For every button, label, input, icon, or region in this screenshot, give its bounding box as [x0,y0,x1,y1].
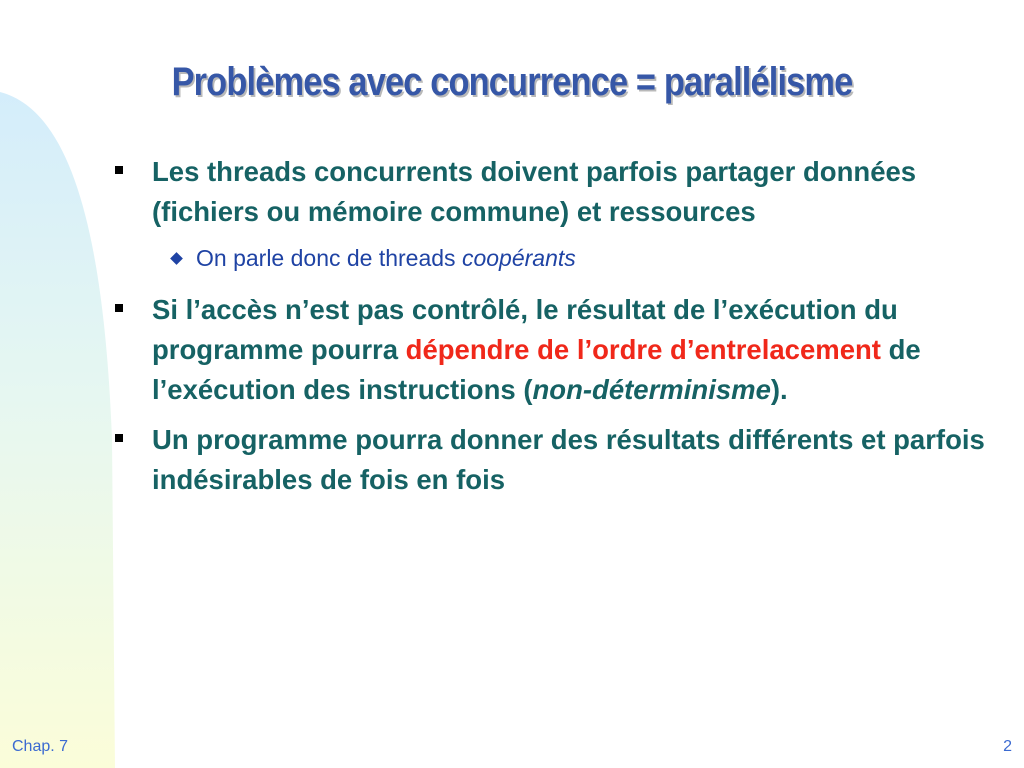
footer-chapter-label: Chap. 7 [12,738,69,755]
bullet-text: Si l’accès n’est pas contrôlé, le résultat de l’exécution du programme pourra [152,294,898,365]
bullet-item-3 [108,420,988,500]
footer-page-number: 2 [1003,738,1012,755]
bullet-item-2 [108,290,988,410]
square-bullet-icon [115,434,123,442]
square-bullet-icon [115,304,123,312]
italic-text: non-déterminisme [532,374,771,405]
bullet-text: Les threads concurrents doivent parfois partager données (fichiers ou mémoire commune) et ressources [152,156,917,227]
bullet-item-1 [108,152,988,232]
bullet-text: de l’exécution des instructions ( [152,334,921,405]
diamond-bullet-icon [170,252,183,265]
highlighted-text: dépendre de l’ordre d’entrelacement [405,334,881,365]
bullet-text: ). [770,374,788,405]
slide-title: Problèmes avec concurrence = parallélisme [171,60,853,104]
sub-bullet-text: On parle donc de threads [196,245,462,271]
square-bullet-icon [115,166,123,174]
bullet-text: Un programme pourra donner des résultats différents et parfois indésirables de fois en fois [152,424,985,495]
sub-bullet-item [108,242,988,274]
sub-bullet-italic: coopérants [461,245,576,271]
slide-content [108,152,988,510]
